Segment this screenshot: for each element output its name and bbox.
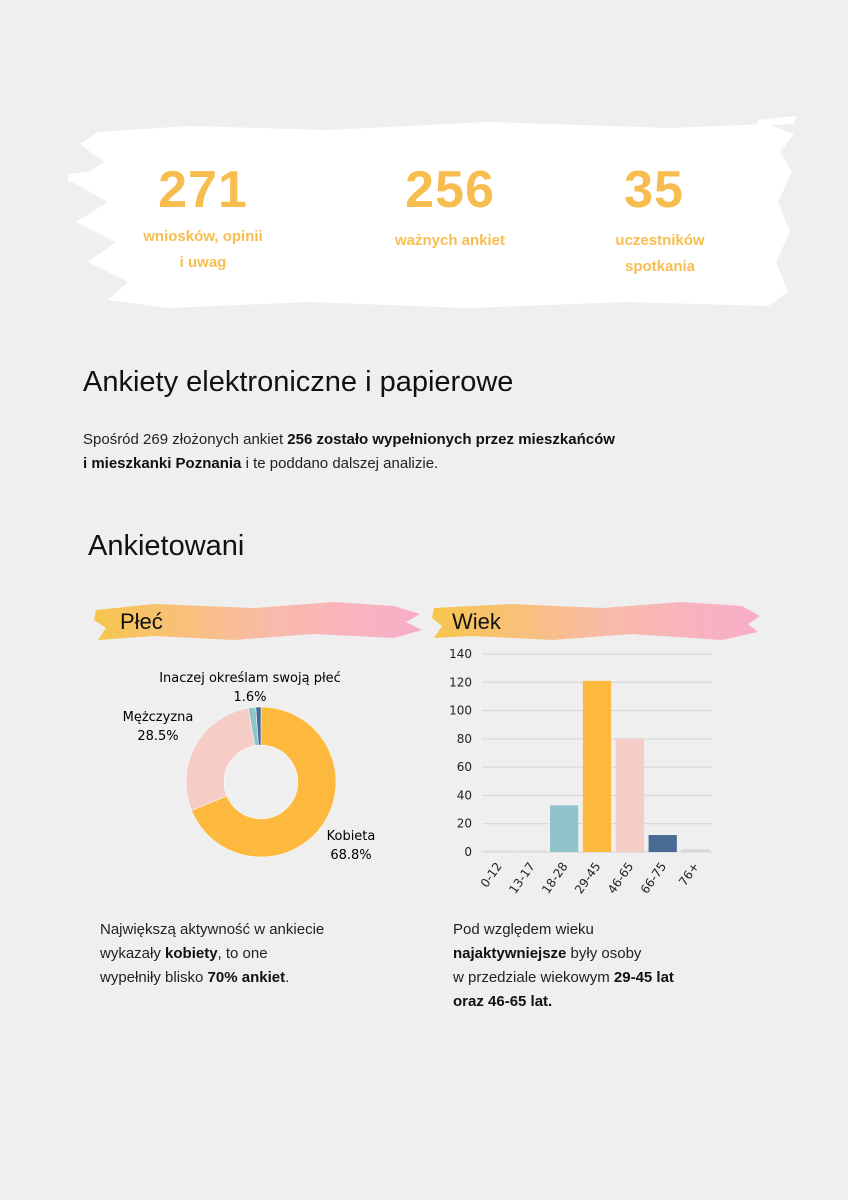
- paragraph-bold: i mieszkanki Poznania: [83, 455, 242, 472]
- summary-text: .: [285, 969, 290, 986]
- summary-text: Największą aktywność w ankiecie: [100, 921, 325, 938]
- y-tick-label: 60: [456, 760, 472, 775]
- summary-bold: najaktywniejsze: [453, 945, 567, 962]
- stat-label-participants-1: uczestników: [615, 232, 705, 249]
- x-tick-label: 18-28: [539, 859, 571, 897]
- gender-heading-banner: [94, 600, 424, 644]
- pie-value-male: 28.5%: [137, 729, 179, 744]
- bar-0-12: [484, 851, 512, 852]
- x-tick-label: 0-12: [477, 859, 505, 891]
- age-heading: Wiek: [452, 609, 501, 634]
- paragraph-text: Spośród 269 złożonych ankiet: [83, 431, 288, 448]
- pie-label-other: Inaczej określam swoją płeć: [159, 671, 341, 686]
- stat-label-valid-surveys: ważnych ankiet: [394, 232, 506, 249]
- pie-slice-mężczyzna: [186, 708, 255, 810]
- stat-label-participants-2: spotkania: [624, 258, 696, 275]
- bar-46-65: [616, 739, 644, 852]
- age-summary: [453, 918, 773, 1014]
- stats-banner: [68, 112, 798, 312]
- stat-number-participants: 35: [624, 161, 684, 219]
- summary-bold: oraz 46-65 lat.: [453, 993, 553, 1010]
- summary-text: wypełniły blisko: [100, 969, 208, 986]
- x-tick-label: 76+: [676, 859, 703, 889]
- y-tick-label: 40: [456, 788, 472, 803]
- summary-text: były osoby: [566, 945, 642, 962]
- y-tick-label: 80: [456, 731, 472, 746]
- paragraph-text: i te poddano dalszej analizie.: [241, 455, 439, 472]
- pie-label-male: Mężczyzna: [122, 710, 194, 725]
- bar-13-17: [517, 851, 545, 852]
- pie-label-female: Kobieta: [326, 829, 376, 844]
- y-tick-label: 100: [449, 703, 472, 718]
- summary-text: , to one: [217, 945, 268, 962]
- section-paragraph-surveys: [83, 428, 763, 476]
- age-heading-banner: [432, 600, 762, 644]
- pie-value-female: 68.8%: [330, 848, 372, 863]
- gender-heading: Płeć: [120, 609, 163, 634]
- stat-number-submissions: 271: [158, 161, 248, 219]
- y-tick-label: 0: [464, 845, 472, 859]
- summary-text: wykazały: [100, 945, 166, 962]
- summary-bold: 29-45 lat: [613, 969, 674, 986]
- summary-text: Pod względem wieku: [453, 921, 594, 938]
- section-title-respondents: Ankietowani: [88, 530, 245, 562]
- x-tick-label: 29-45: [571, 859, 604, 897]
- x-tick-label: 46-65: [604, 859, 637, 897]
- summary-bold: kobiety: [165, 945, 218, 962]
- bar-18-28: [550, 805, 578, 852]
- x-tick-label: 66-75: [637, 859, 670, 897]
- stat-label-submissions-2: i uwag: [179, 254, 227, 271]
- age-bar-chart: [440, 640, 730, 900]
- bar-66-75: [649, 835, 677, 852]
- summary-bold: 70% ankiet: [207, 969, 286, 986]
- bar-29-45: [583, 681, 611, 852]
- stat-label-submissions-1: wniosków, opinii: [143, 228, 263, 245]
- gender-summary: [100, 918, 420, 990]
- summary-text: w przedziale wiekowym: [453, 969, 614, 986]
- pie-value-other: 1.6%: [233, 690, 267, 705]
- gender-donut-chart: [110, 660, 410, 880]
- paragraph-bold: 256 zostało wypełnionych przez mieszkańców: [287, 431, 615, 448]
- y-tick-label: 20: [456, 816, 472, 831]
- y-tick-label: 120: [449, 675, 472, 690]
- stat-number-valid-surveys: 256: [405, 161, 495, 219]
- section-title-surveys: Ankiety elektroniczne i papierowe: [83, 366, 514, 398]
- x-tick-label: 13-17: [506, 859, 538, 897]
- bar-76+: [681, 849, 709, 852]
- y-tick-label: 140: [449, 647, 472, 661]
